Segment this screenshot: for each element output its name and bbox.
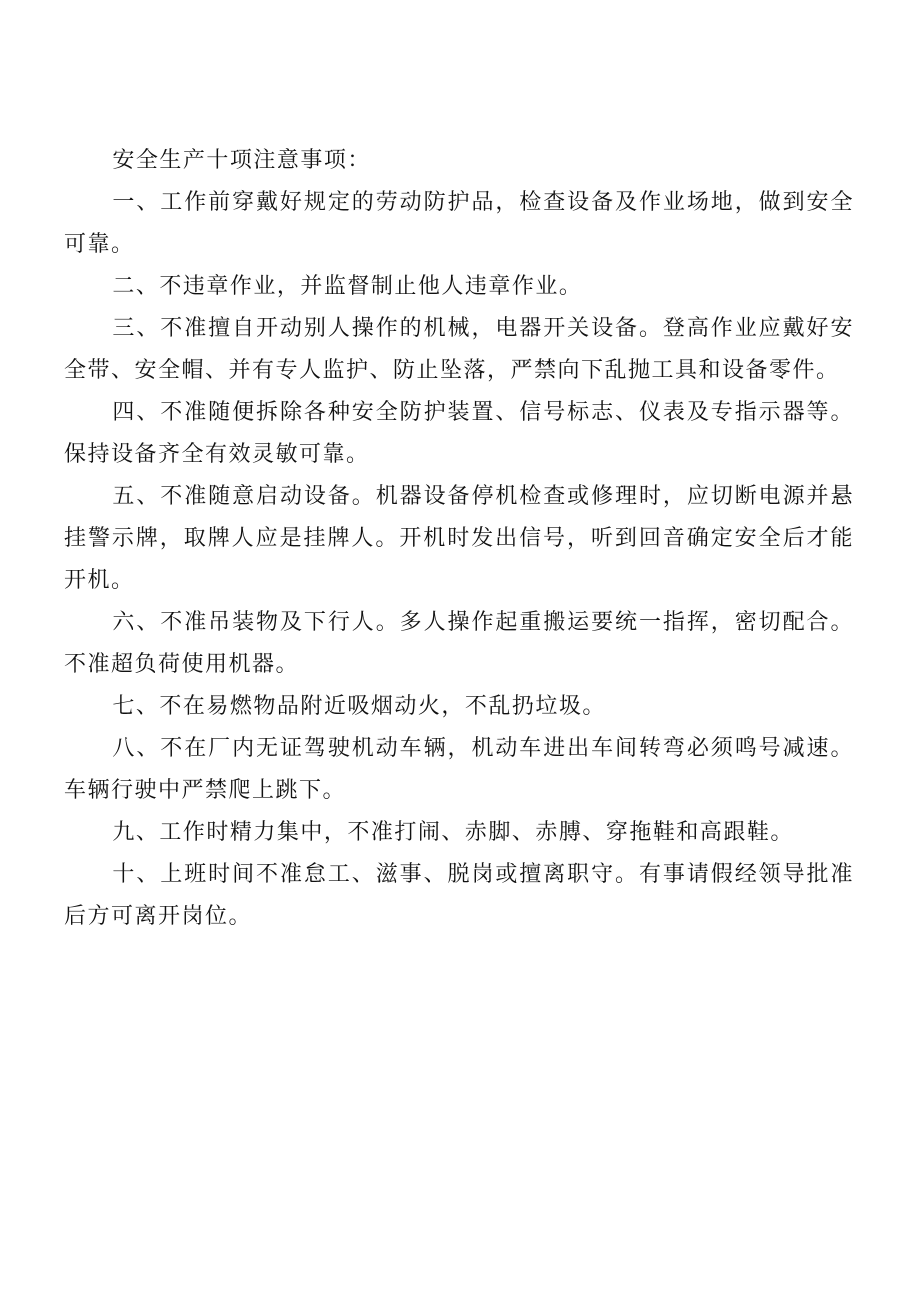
rule-item-7: 七、不在易燃物品附近吸烟动火，不乱扔垃圾。: [112, 694, 606, 719]
rule-item-6: 六、不准吊装物及下行人。多人操作起重搬运要统一指挥，密切配合。不准超负荷使用机器。: [64, 610, 854, 677]
rule-item-2: 二、不违章作业，并监督制止他人违章作业。: [112, 274, 583, 299]
rule-item-4: 四、不准随便拆除各种安全防护装置、信号标志、仪表及专指示器等。保持设备齐全有效灵敏可靠。: [64, 400, 854, 467]
rule-item-5: 五、不准随意启动设备。机器设备停机检查或修理时，应切断电源并悬挂警示牌，取牌人应是挂牌人。开机时发出信号，听到回音确定安全后才能开机。: [64, 484, 854, 593]
rule-item-10: 十、上班时间不准怠工、滋事、脱岗或擅离职守。有事请假经领导批准后方可离开岗位。: [64, 862, 854, 929]
rule-item-9: 九、工作时精力集中，不准打闹、赤脚、赤膊、穿拖鞋和高跟鞋。: [112, 820, 794, 845]
document-body: [64, 140, 854, 938]
document-heading: 安全生产十项注意事项：: [112, 148, 371, 173]
rule-item-1: 一、工作前穿戴好规定的劳动防护品，检查设备及作业场地，做到安全可靠。: [64, 190, 854, 257]
rule-item-8: 八、不在厂内无证驾驶机动车辆，机动车进出车间转弯必须鸣号减速。车辆行驶中严禁爬上跳下。: [64, 736, 854, 803]
rule-item-3: 三、不准擅自开动别人操作的机械，电器开关设备。登高作业应戴好安全带、安全帽、并有专人监护、防止坠落，严禁向下乱抛工具和设备零件。: [64, 316, 854, 383]
